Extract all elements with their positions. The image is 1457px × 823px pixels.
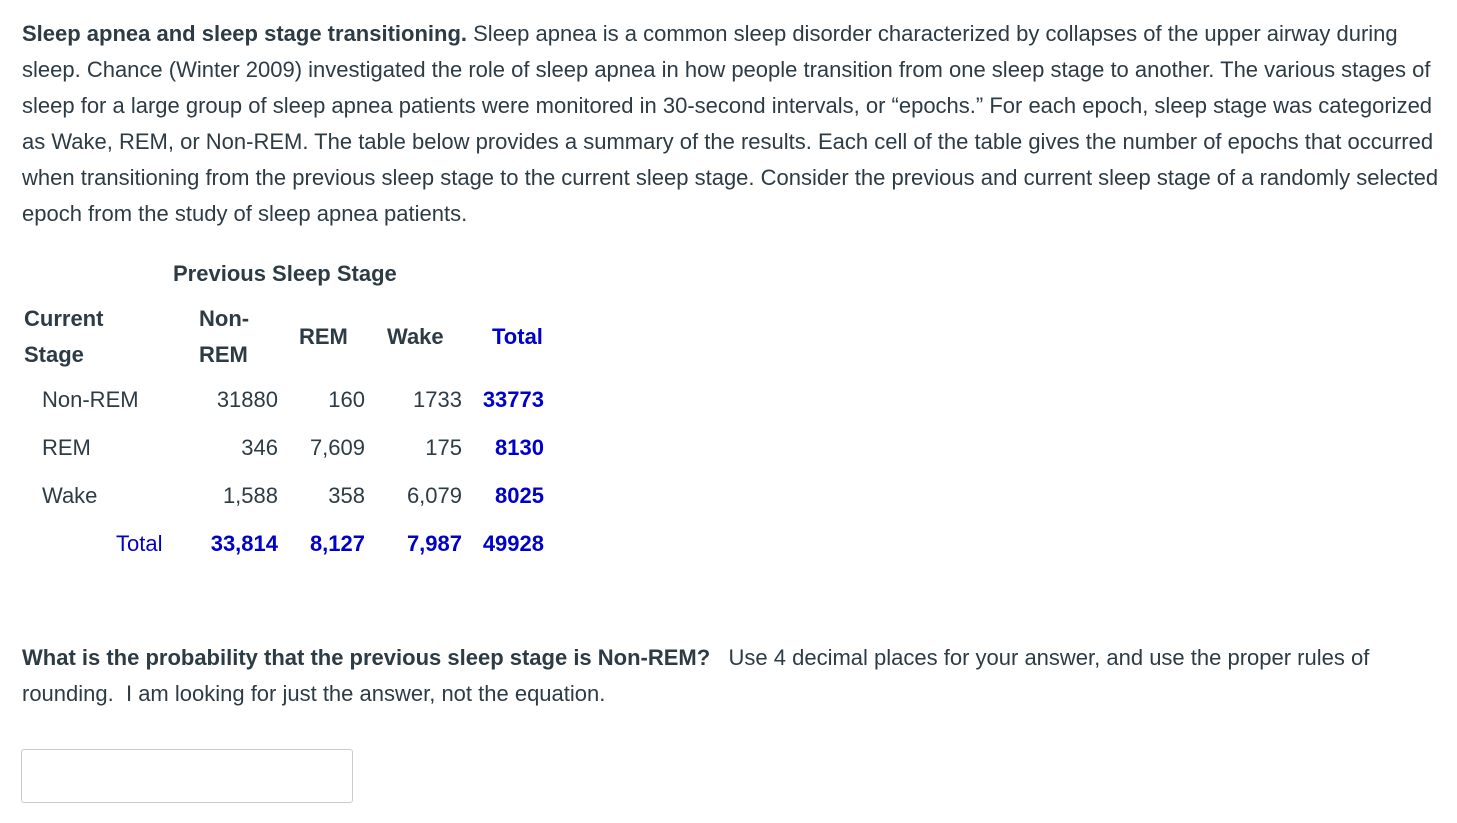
cell-rem-total: 8130 bbox=[495, 435, 544, 460]
row-label-rem: REM bbox=[42, 435, 91, 460]
cell-wake-total: 8025 bbox=[495, 483, 544, 508]
row-label-wake: Wake bbox=[42, 483, 98, 508]
question-text bbox=[22, 16, 1442, 232]
cell-nonrem-total: 33773 bbox=[482, 387, 544, 412]
col-header-nonrem-line2: REM bbox=[199, 342, 248, 367]
prompt-instructions: Use 4 decimal places for your answer, and use the proper rules of rounding. I am looking for just the answer, not the equation. bbox=[22, 645, 1376, 706]
row-label-nonrem: Non-REM bbox=[42, 387, 139, 412]
col-header-wake: Wake bbox=[387, 324, 444, 349]
cell-total-nonrem: 33,814 bbox=[210, 531, 278, 556]
cell-rem-nonrem: 346 bbox=[241, 435, 278, 460]
cell-rem-wake: 175 bbox=[425, 435, 462, 460]
table-caption: Previous Sleep Stage bbox=[173, 261, 397, 286]
cell-total-wake: 7,987 bbox=[406, 531, 462, 556]
cell-wake-nonrem: 1,588 bbox=[222, 483, 278, 508]
corner-header-line2: Stage bbox=[24, 342, 84, 367]
cell-wake-rem: 358 bbox=[328, 483, 365, 508]
question-title: Sleep apnea and sleep stage transitioning. bbox=[22, 21, 468, 46]
answer-input[interactable] bbox=[21, 749, 353, 803]
cell-rem-rem: 7,609 bbox=[309, 435, 365, 460]
col-header-total: Total bbox=[492, 324, 543, 349]
cell-nonrem-nonrem: 31880 bbox=[216, 387, 278, 412]
corner-header-line1: Current bbox=[24, 306, 104, 331]
cell-total-total: 49928 bbox=[482, 531, 544, 556]
cell-nonrem-rem: 160 bbox=[328, 387, 365, 412]
col-header-rem: REM bbox=[299, 324, 348, 349]
cell-nonrem-wake: 1733 bbox=[413, 387, 462, 412]
cell-total-rem: 8,127 bbox=[309, 531, 365, 556]
question-body: Sleep apnea is a common sleep disorder characterized by collapses of the upper airway during sleep. Chance (Winter 2009) investigated the role of sleep apnea in how people transition from one sleep stage to another. The various stages of sleep for a large group of sleep apnea patients were monitored in 30-second intervals, or “epochs.” For each epoch, sleep stage was categorized as Wake, REM, or Non-REM. The table below provides a summary of the results. Each cell of the table gives the number of epochs that occurred when transitioning from the previous sleep stage to the current sleep stage. Consider the previous and current sleep stage of a randomly selected epoch from the study of sleep apnea patients. bbox=[22, 21, 1439, 226]
prompt-text bbox=[22, 640, 1442, 712]
col-header-nonrem-line1: Non- bbox=[199, 306, 250, 331]
prompt-question: What is the probability that the previous sleep stage is Non-REM? bbox=[22, 645, 711, 670]
row-label-total: Total bbox=[116, 531, 163, 556]
cell-wake-wake: 6,079 bbox=[406, 483, 462, 508]
